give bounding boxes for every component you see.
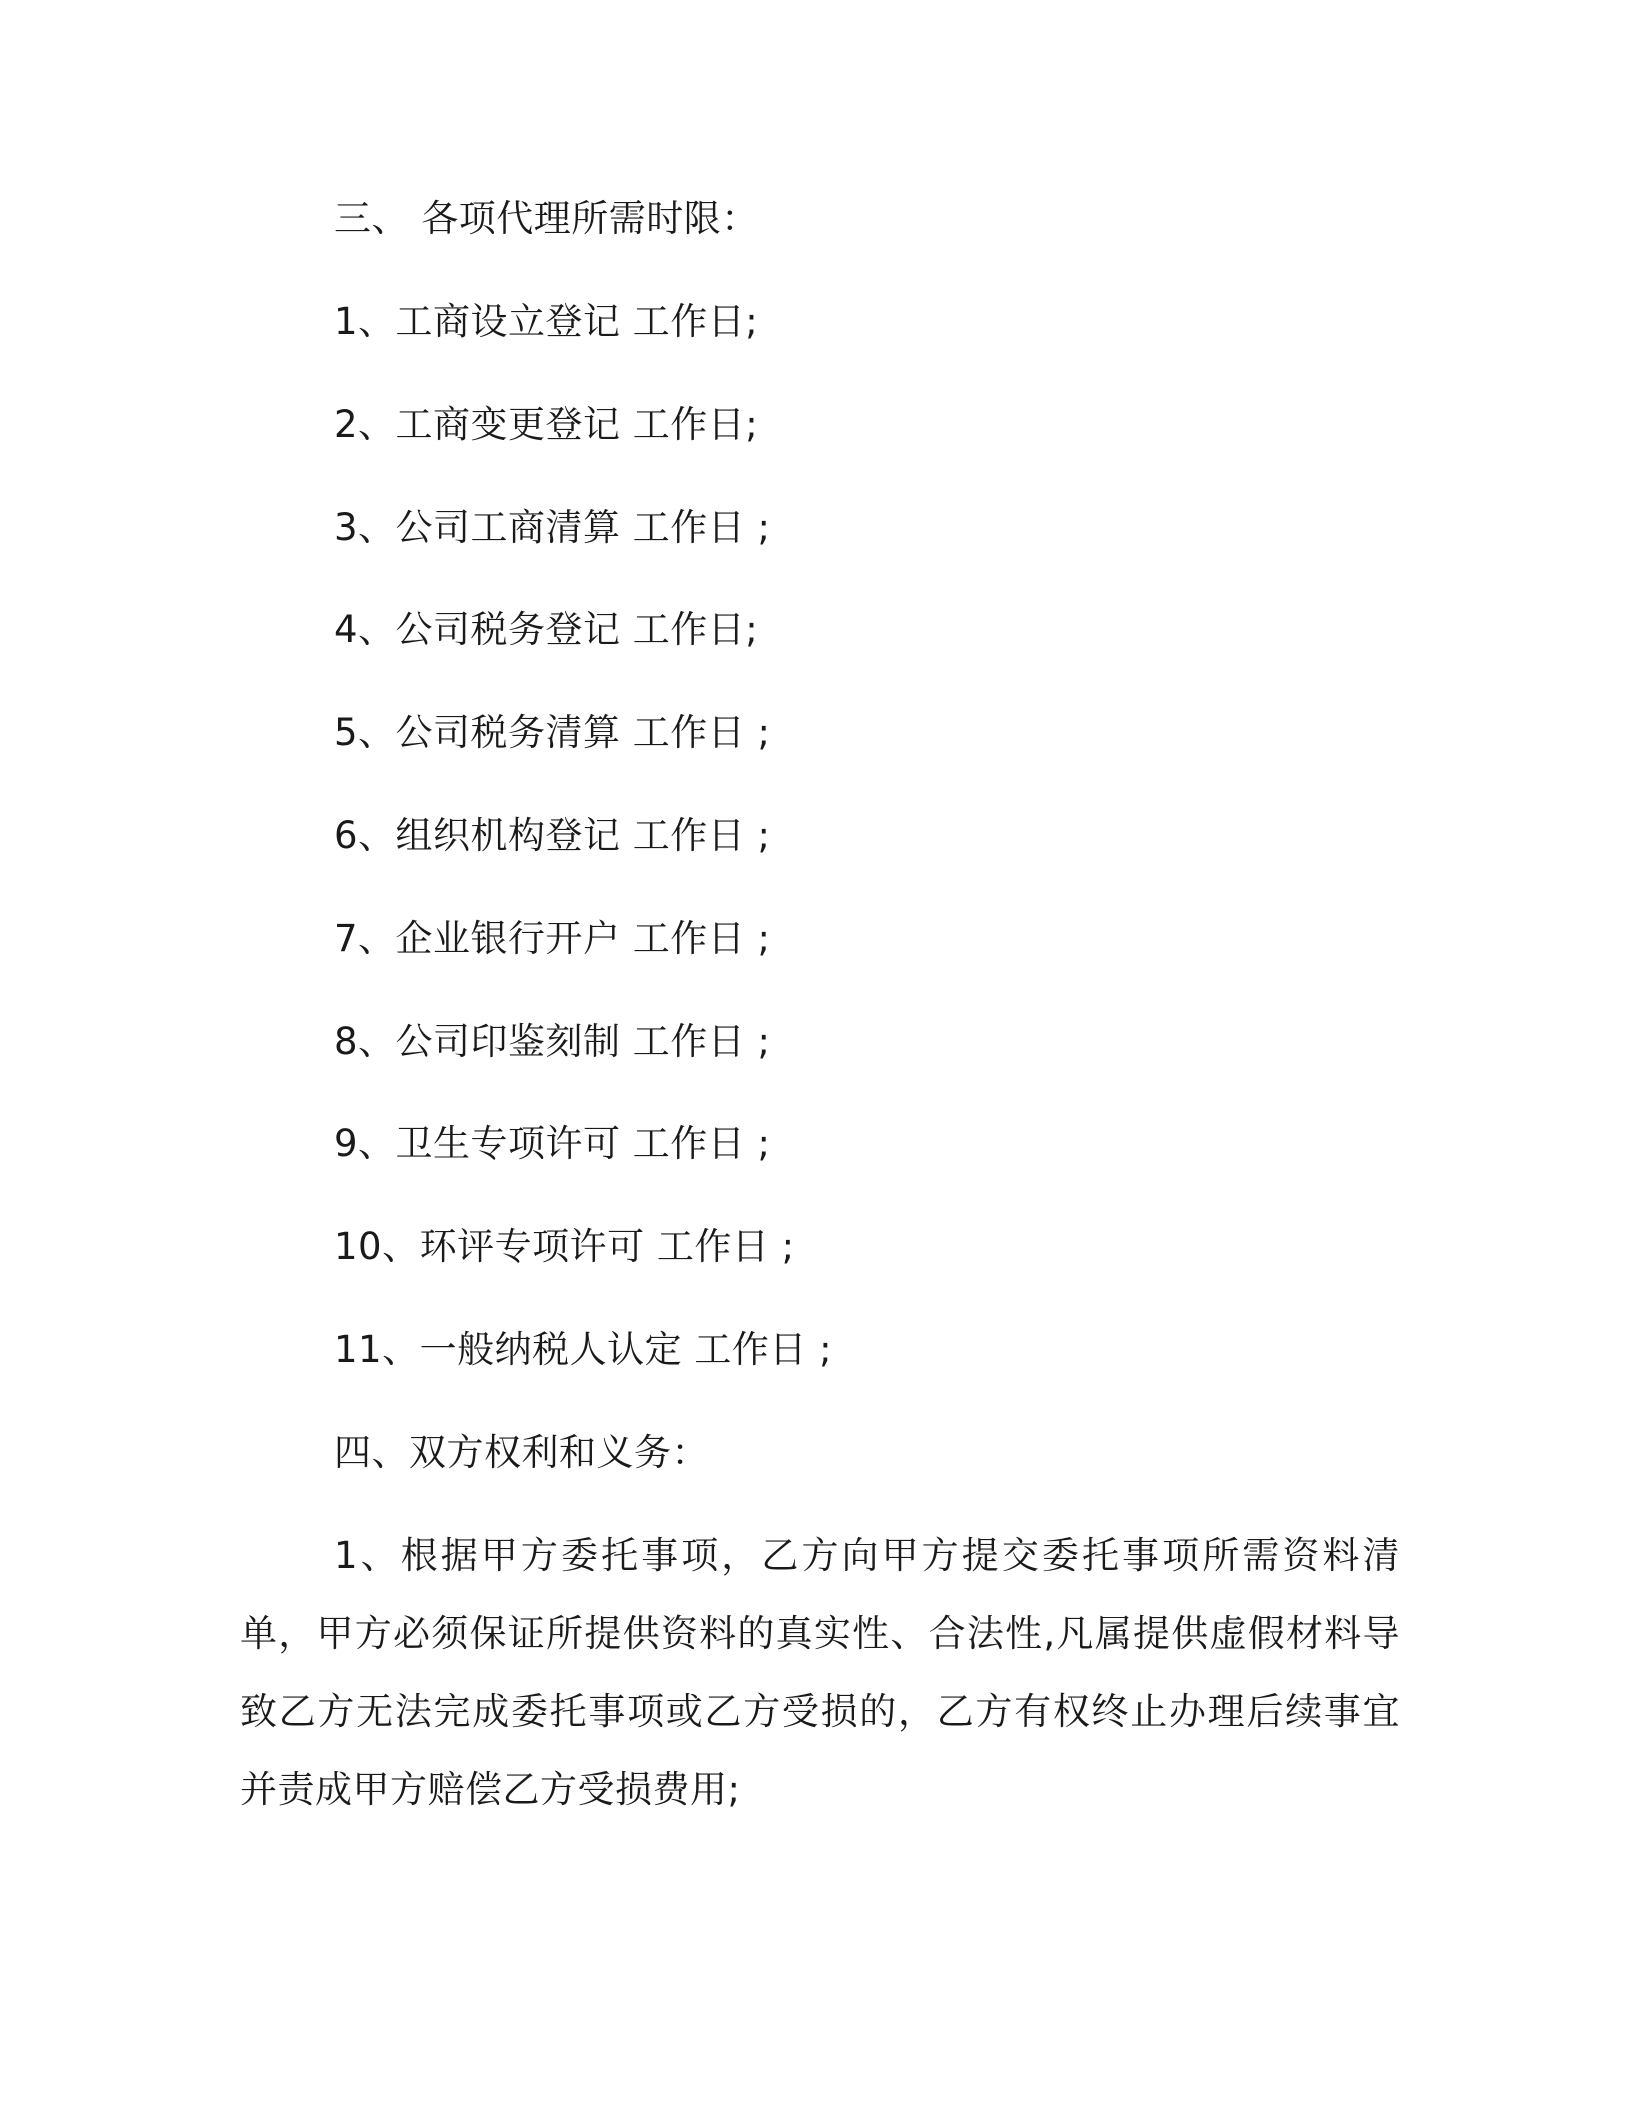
section-heading: 四、双方权利和义务： xyxy=(334,1431,709,1474)
list-item: 2、工商变更登记 工作日; xyxy=(334,403,759,446)
list-item: 11、一般纳税人认定 工作日 ; xyxy=(334,1328,833,1371)
list-item: 9、卫生专项许可 工作日 ; xyxy=(334,1122,771,1165)
list-item: 7、企业银行开户 工作日 ; xyxy=(334,917,771,960)
list-item: 4、公司税务登记 工作日; xyxy=(334,608,759,651)
list-item: 3、公司工商清算 工作日 ; xyxy=(334,506,771,549)
list-item: 6、组织机构登记 工作日 ; xyxy=(334,814,771,857)
list-item: 5、公司税务清算 工作日 ; xyxy=(334,711,771,754)
list-item: 1、工商设立登记 工作日; xyxy=(334,300,759,343)
list-item: 8、公司印鉴刻制 工作日 ; xyxy=(334,1020,771,1063)
paragraph: 1、根据甲方委托事项，乙方向甲方提交委托事项所需资料清单，甲方必须保证所提供资料的真实性、合法性,凡属提供虚假材料导致乙方无法完成委托事项或乙方受损的，乙方有权终止办理后续事宜并责成甲方赔偿乙方受损费用; xyxy=(240,1534,1400,1811)
list-item: 10、环评专项许可 工作日 ; xyxy=(334,1225,795,1268)
section-heading: 三、 各项代理所需时限： xyxy=(334,197,759,240)
